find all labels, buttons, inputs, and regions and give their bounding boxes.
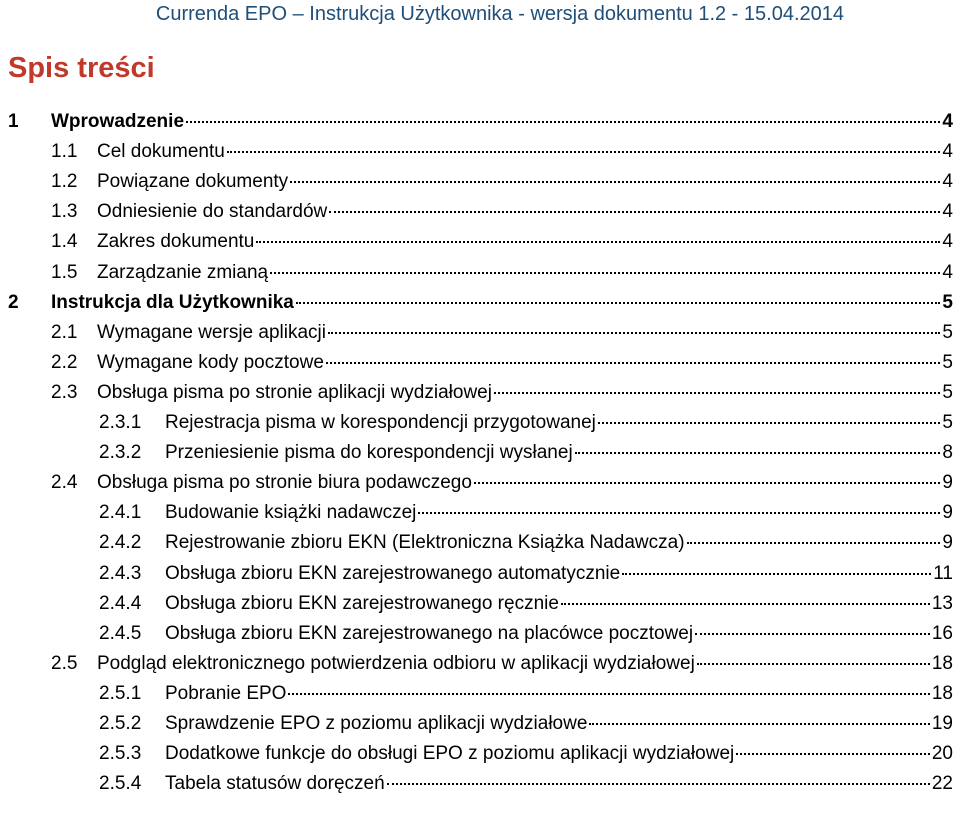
toc-entry-page: 9 (942, 532, 953, 554)
toc-entry[interactable] (99, 442, 953, 472)
toc-entry[interactable] (99, 532, 953, 562)
toc-entry-page: 4 (942, 141, 953, 163)
toc-entry-page: 13 (931, 592, 953, 614)
toc-entry-page: 18 (931, 682, 953, 704)
toc-entry-label: Wymagane wersje aplikacji (97, 321, 326, 343)
toc-entry[interactable] (51, 352, 953, 382)
toc-entry[interactable] (99, 773, 953, 803)
toc-entry-page: 9 (942, 502, 953, 524)
toc-entry-page: 5 (942, 381, 953, 403)
toc-entry-number: 1.4 (51, 231, 78, 253)
toc-entry[interactable] (51, 141, 953, 171)
toc-entry-page: 9 (942, 472, 953, 494)
toc-entry-number: 2.3 (51, 381, 78, 403)
toc-entry-number: 1.3 (51, 201, 78, 223)
toc-entry-label: Obsługa zbioru EKN zarejestrowanego na placówce pocztowej (165, 622, 694, 644)
toc-entry-page: 11 (933, 562, 953, 584)
toc-entry[interactable] (99, 623, 953, 653)
toc-entry-page: 5 (942, 412, 953, 433)
toc-entry[interactable] (99, 412, 953, 442)
toc-entry[interactable] (51, 201, 953, 231)
toc-dot-leader (561, 603, 930, 605)
toc-entry-label: Zakres dokumentu (97, 231, 255, 253)
toc-entry[interactable] (51, 653, 953, 683)
toc-entry-number: 2.5.3 (99, 743, 142, 765)
toc-dot-leader (329, 211, 940, 213)
toc-dot-leader (326, 362, 941, 364)
toc-entry[interactable] (99, 683, 953, 713)
toc-dot-leader (695, 633, 930, 635)
toc-entry-label: Podgląd elektronicznego potwierdzenia odbioru w aplikacji wydziałowej (97, 652, 695, 674)
toc-dot-leader (589, 723, 929, 725)
toc-entry-number: 2.4.4 (99, 592, 142, 614)
toc-dot-leader (288, 693, 929, 695)
toc-entry[interactable] (99, 563, 953, 593)
toc-entry-page: 16 (931, 622, 953, 644)
toc-dot-leader (270, 272, 940, 274)
toc-dot-leader (687, 542, 941, 544)
toc-dot-leader (736, 753, 930, 755)
toc-entry-page: 5 (942, 351, 953, 373)
toc-entry-label: Tabela statusów doręczeń (165, 773, 385, 795)
toc-entry-number: 2.3.1 (99, 412, 142, 433)
toc-entry-page: 20 (931, 743, 953, 765)
toc-entry-label: Obsługa pisma po stronie aplikacji wydziałowej (97, 381, 492, 403)
toc-entry-label: Obsługa zbioru EKN zarejestrowanego automatycznie (165, 562, 621, 584)
toc-dot-leader (227, 151, 941, 153)
toc-entry[interactable] (51, 322, 953, 352)
toc-entry-number: 1 (8, 111, 19, 132)
toc-entry-label: Rejestracja pisma w korespondencji przygotowanej (165, 412, 596, 433)
toc-dot-leader (494, 392, 940, 394)
toc-entry-page: 4 (942, 171, 953, 193)
toc-entry-number: 2.5.4 (99, 773, 142, 795)
toc-dot-leader (296, 302, 941, 304)
toc-entry[interactable] (51, 262, 953, 292)
toc-entry-page: 4 (942, 111, 953, 132)
toc-entry-page: 19 (931, 713, 953, 734)
toc-dot-leader (387, 783, 930, 785)
toc-entry-page: 18 (931, 652, 953, 674)
toc-entry-label: Zarządzanie zmianą (97, 261, 269, 283)
toc-entry-page: 8 (942, 442, 953, 464)
toc-entry[interactable] (51, 472, 953, 502)
toc-dot-leader (418, 512, 940, 514)
toc-entry[interactable] (8, 292, 953, 322)
toc-entry-number: 2.5.1 (99, 682, 142, 704)
toc-entry-label: Wprowadzenie (51, 111, 185, 132)
toc-dot-leader (256, 241, 940, 243)
toc-entry[interactable] (8, 111, 953, 141)
toc-dot-leader (328, 332, 940, 334)
running-header: Currenda EPO – Instrukcja Użytkownika - wersja dokumentu 1.2 - 15.04.2014 (155, 3, 844, 25)
toc-entry-page: 4 (942, 231, 953, 253)
toc-entry-number: 2.4.1 (99, 502, 142, 524)
toc-entry-label: Wymagane kody pocztowe (97, 351, 324, 373)
toc-entry-number: 1.1 (51, 141, 78, 163)
toc-entry-number: 2.4 (51, 472, 78, 494)
toc-entry-label: Przeniesienie pisma do korespondencji wysłanej (165, 442, 573, 464)
toc-entry-page: 22 (931, 773, 953, 795)
toc-entry-label: Instrukcja dla Użytkownika (51, 291, 294, 313)
toc-entry-number: 2 (8, 291, 19, 313)
toc-entry-label: Obsługa zbioru EKN zarejestrowanego ręcznie (165, 592, 559, 614)
toc-entry-number: 1.2 (51, 171, 78, 193)
toc-title: Spis treści (8, 52, 155, 84)
toc-entry-number: 2.4.5 (99, 622, 142, 644)
toc-dot-leader (622, 573, 931, 575)
toc-entry[interactable] (99, 713, 953, 743)
toc-entry-page: 5 (942, 321, 953, 343)
toc-entry[interactable] (51, 382, 953, 412)
toc-entry-number: 2.4.2 (99, 532, 142, 554)
toc-entry-number: 2.2 (51, 351, 78, 373)
toc-entry-label: Dodatkowe funkcje do obsługi EPO z poziomu aplikacji wydziałowej (165, 743, 735, 765)
toc-dot-leader (474, 482, 940, 484)
toc-entry-number: 2.5.2 (99, 713, 142, 734)
toc-entry-label: Cel dokumentu (97, 141, 225, 163)
toc-entry-label: Powiązane dokumenty (97, 171, 289, 193)
toc-entry-page: 4 (942, 201, 953, 223)
toc-entry[interactable] (51, 171, 953, 201)
toc-dot-leader (575, 452, 941, 454)
toc-entry[interactable] (99, 502, 953, 532)
toc-entry-number: 2.3.2 (99, 442, 142, 464)
toc-entry-label: Odniesienie do standardów (97, 201, 328, 223)
toc-entry[interactable] (51, 231, 953, 261)
toc-dot-leader (290, 181, 940, 183)
toc-entry[interactable] (99, 593, 953, 623)
toc-entry-label: Pobranie EPO (165, 682, 287, 704)
toc-entry-label: Sprawdzenie EPO z poziomu aplikacji wydziałowe (165, 713, 588, 734)
toc-dot-leader (598, 422, 941, 424)
toc-entry-page: 4 (942, 261, 953, 283)
toc-entry-label: Obsługa pisma po stronie biura podawczego (97, 472, 472, 494)
toc-dot-leader (697, 663, 930, 665)
toc-entry-number: 2.5 (51, 652, 78, 674)
toc-dot-leader (186, 121, 940, 123)
toc-entry-page: 5 (942, 291, 953, 313)
toc-entry-number: 2.4.3 (99, 562, 142, 584)
toc-entry-label: Rejestrowanie zbioru EKN (Elektroniczna Książka Nadawcza) (165, 532, 685, 554)
toc-entry[interactable] (99, 743, 953, 773)
toc-entry-label: Budowanie książki nadawczej (165, 502, 417, 524)
toc-entry-number: 2.1 (51, 321, 78, 343)
toc-entry-number: 1.5 (51, 261, 78, 283)
